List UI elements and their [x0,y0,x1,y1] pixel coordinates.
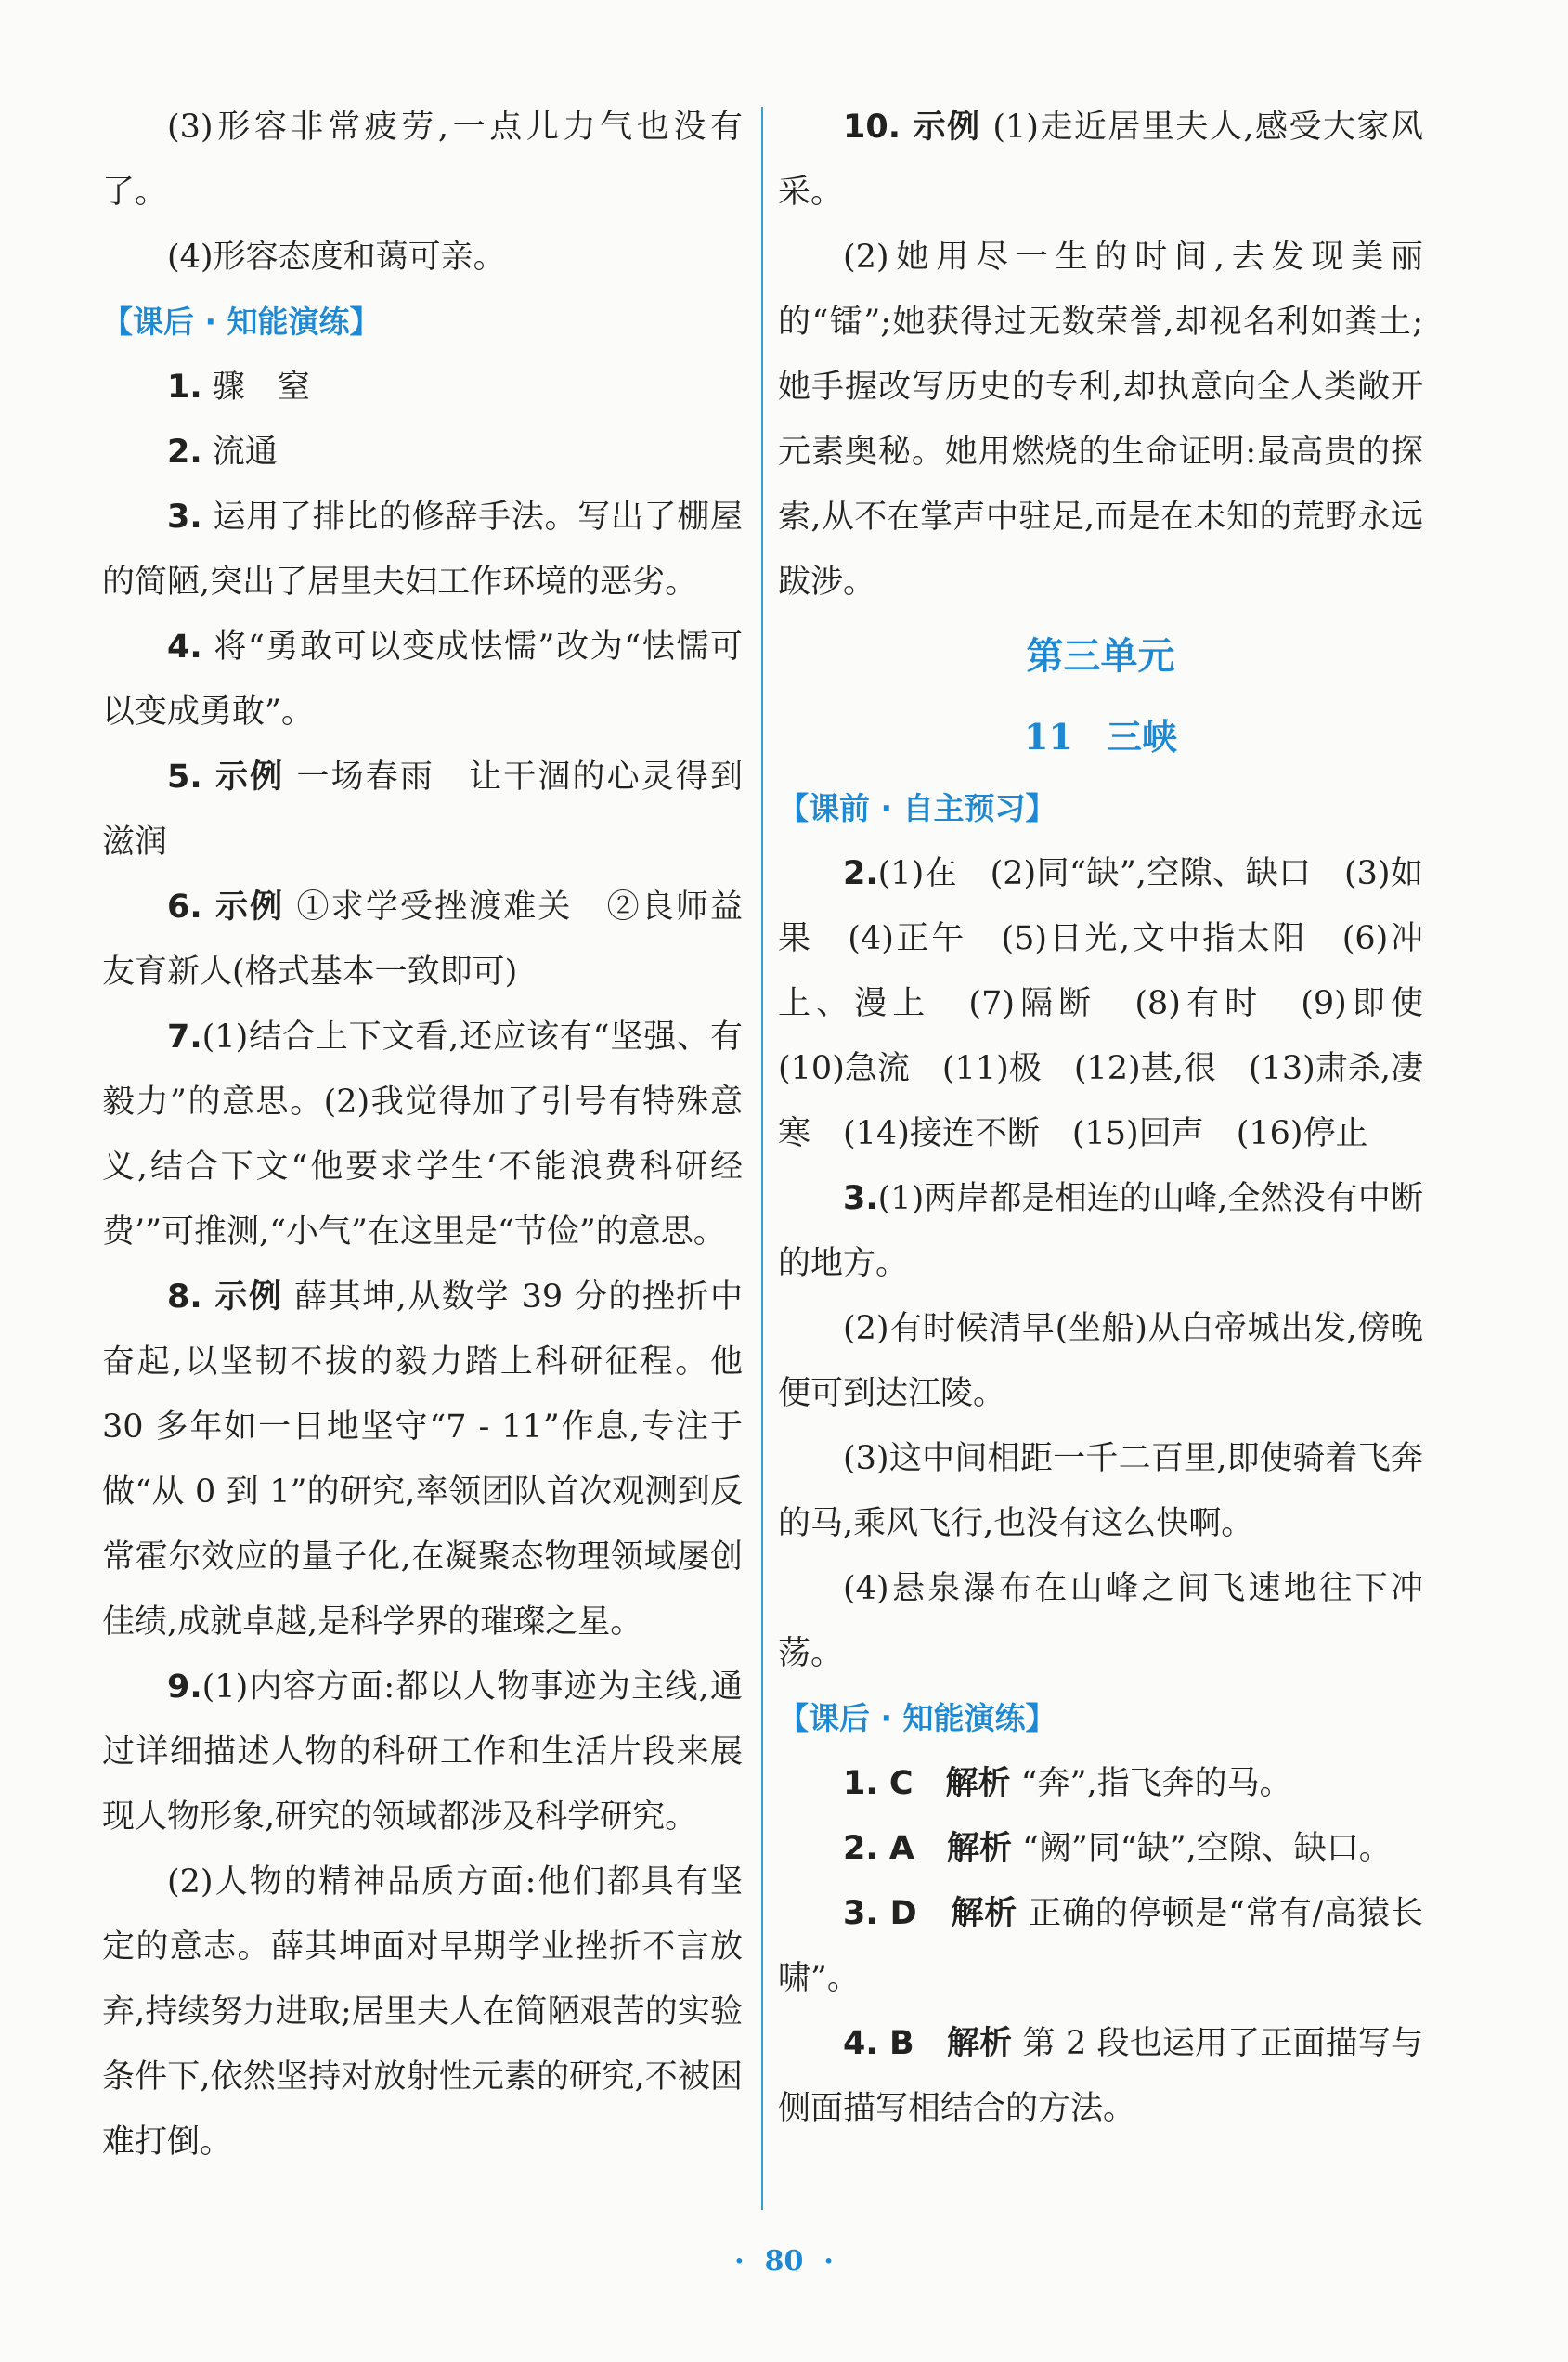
column-divider [761,107,763,2210]
answer-item [778,1881,1423,2011]
answer-text: 运用了排比的修辞手法。写出了棚屋的简陋,突出了居里夫妇工作环境的恶劣。 [102,499,743,601]
question-number: 9. [167,1668,202,1706]
answer-text: 骤 窒 [212,369,310,406]
question-number: 4. B [843,2025,914,2062]
answer-item [102,1005,743,1265]
right-column [778,95,1457,2141]
answer-text: “奔”,指飞奔的马。 [1020,1765,1292,1802]
answer-text: (1)内容方面:都以人物事迹为主线,通过详细描述人物的科研工作和生活片段来展现人物形象,研究的领域都涉及科学研究。 [102,1668,743,1836]
question-number: 2. [843,855,878,892]
question-number: 5. 示例 [167,759,285,796]
question-number: 2. [167,434,202,471]
analysis-label: 解析 [946,2025,1013,2062]
answer-text: (1)结合上下文看,还应该有“坚强、有毅力”的意思。(2)我觉得加了引号有特殊意义,结合下文“他要求学生‘不能浪费科研经费’”可推测,“小气”在这里是“节俭”的意思。 [102,1019,743,1251]
answer-text: (1)在 (2)同“缺”,空隙、缺口 (3)如果 (4)正午 (5)日光,文中指太阳 (6)冲上、漫上 (7)隔断 (8)有时 (9)即使 (10)急流 (11)极 (12)甚,很 (13)肃杀,凄寒 (14)接连不断 (15)回声 (16)停止 [778,855,1457,1152]
answer-text: 第 2 段也运用了正面描写与侧面描写相结合的方法。 [778,2025,1423,2127]
answer-text: “阙”同“缺”,空隙、缺口。 [1022,1830,1392,1867]
question-number: 2. A [843,1830,914,1867]
question-number: 8. 示例 [167,1278,283,1316]
answer-text: (1)走近居里夫人,感受大家风采。 [778,109,1423,211]
question-number: 6. 示例 [167,889,285,926]
lesson-number: 11 [1024,716,1073,758]
question-number: 10. 示例 [843,109,981,146]
answer-text: (3)这中间相距一千二百里,即使骑着飞奔的马,乘风飞行,也没有这么快啊。 [778,1440,1423,1542]
answer-item [778,2011,1423,2141]
lesson-name: 三峡 [1106,716,1177,758]
answer-text: 一场春雨 让干涸的心灵得到滋润 [102,759,743,861]
answer-item [778,95,1423,225]
answer-item [102,875,743,1005]
page-number: 80 [764,2245,804,2278]
question-number: 4. [167,629,202,666]
answer-item [778,1166,1423,1296]
answer-item [102,1655,743,1849]
answer-text: 正确的停顿是“常有/高猿长啸”。 [778,1895,1423,1997]
answer-text: 将“勇敢可以变成怯懦”改为“怯懦可以变成勇敢”。 [102,629,743,731]
answer-item [778,841,1457,1166]
page-footer [0,2245,1568,2278]
section-heading: 【课前 · 自主预习】 [778,790,1056,826]
answer-item [778,1751,1423,1816]
question-number: 1. C [843,1765,914,1802]
footer-dot: · [734,2245,745,2278]
left-column [102,95,743,2174]
section-heading: 【课后 · 知能演练】 [778,1700,1056,1736]
answer-text: (2)人物的精神品质方面:他们都具有坚定的意志。薛其坤面对早期学业挫折不言放弃,持续努力进取;居里夫人在简陋艰苦的实验条件下,依然坚持对放射性元素的研究,不被困难打倒。 [102,1863,743,2161]
section-heading: 【课后 · 知能演练】 [102,304,381,340]
answer-text: ①求学受挫渡难关 ②良师益友育新人(格式基本一致即可) [102,889,743,991]
lesson-title [778,698,1423,776]
answer-text: 流通 [212,434,278,471]
question-number: 7. [167,1019,202,1056]
answer-item [102,615,743,745]
answer-text: (2)有时候清早(坐船)从白帝城出发,傍晚便可到达江陵。 [778,1310,1423,1412]
analysis-label: 解析 [945,1765,1011,1802]
answer-item [102,420,743,485]
question-number: 3. D [843,1895,917,1932]
answer-item [778,1816,1423,1881]
question-number: 3. [843,1180,878,1217]
analysis-label: 解析 [951,1895,1018,1932]
answer-text: 薛其坤,从数学 39 分的挫折中奋起,以坚韧不拔的毅力踏上科研征程。他 30 多年如一日地坚守“7 - 11”作息,专注于做“从 0 到 1”的研究,率领团队首次观测到反常霍尔效应的量子化,在凝聚态物理领域屡创佳绩,成就卓越,是科学界的璀璨之星。 [102,1278,743,1641]
answer-text: (4)悬泉瀑布在山峰之间飞速地往下冲荡。 [778,1570,1423,1672]
answer-item [102,745,743,875]
answer-text: (3)形容非常疲劳,一点儿力气也没有了。 [102,109,743,211]
question-number: 1. [167,369,202,406]
question-number: 3. [167,499,202,536]
answer-item [102,355,743,420]
analysis-label: 解析 [946,1830,1012,1867]
answer-text: (2)她用尽一生的时间,去发现美丽的“镭”;她获得过无数荣誉,却视名利如粪土;她手握改写历史的专利,却执意向全人类敞开元素奥秘。她用燃烧的生命证明:最高贵的探索,从不在掌声中驻足,而是在未知的荒野永远跋涉。 [778,239,1423,601]
answer-text: (4)形容态度和蔼可亲。 [167,239,506,276]
answer-item [102,1265,743,1655]
footer-dot: · [823,2245,834,2278]
unit-title: 第三单元 [1026,635,1175,678]
answer-text: (1)两岸都是相连的山峰,全然没有中断的地方。 [778,1180,1423,1282]
answer-item [102,485,743,615]
